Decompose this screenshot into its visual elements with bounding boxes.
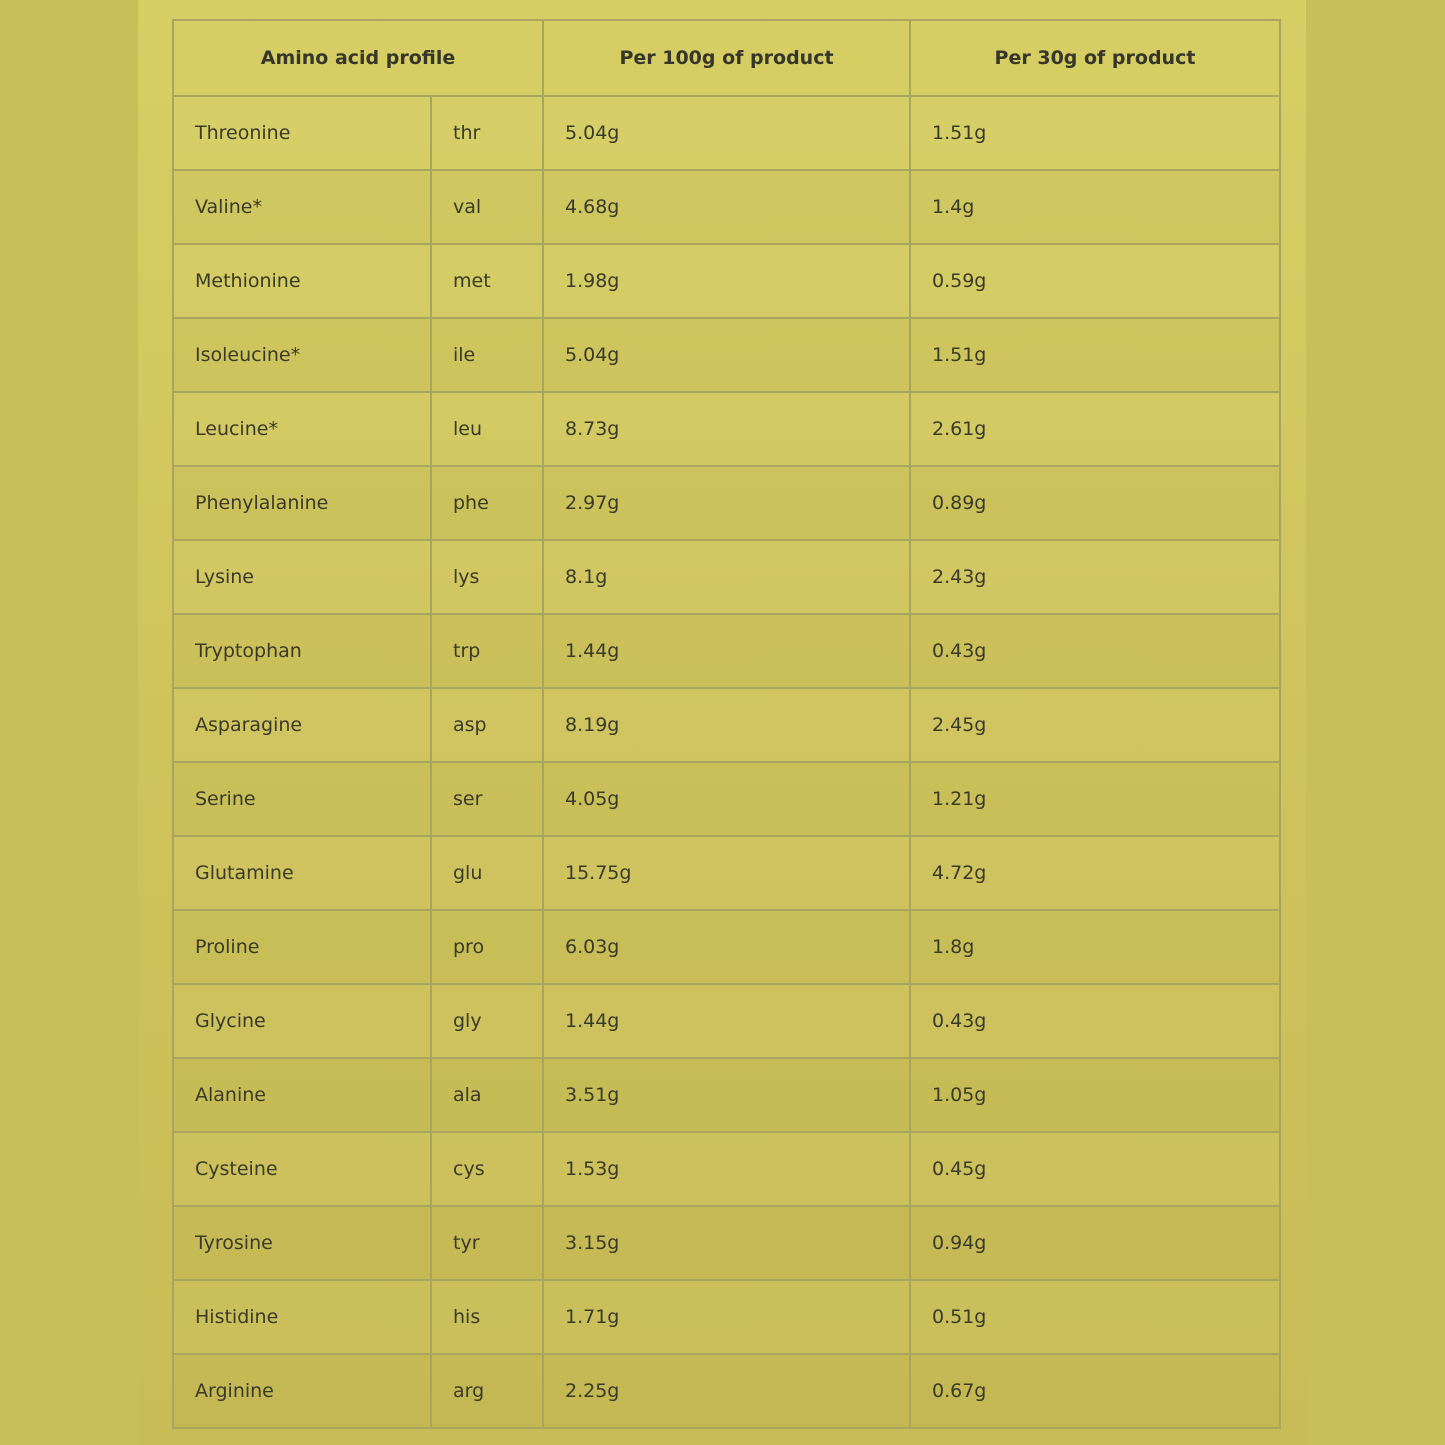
header-per-100g: Per 100g of product — [543, 20, 910, 96]
amino-acid-abbreviation: glu — [431, 836, 543, 910]
amount-per-30g: 1.21g — [910, 762, 1280, 836]
table-row — [173, 984, 1280, 1058]
amount-per-100g: 8.1g — [543, 540, 910, 614]
table-row — [173, 762, 1280, 836]
amino-acid-abbreviation: his — [431, 1280, 543, 1354]
table-row — [173, 688, 1280, 762]
table-row — [173, 1354, 1280, 1428]
table-row — [173, 614, 1280, 688]
amino-acid-name: Valine* — [173, 170, 431, 244]
amino-acid-abbreviation: lys — [431, 540, 543, 614]
amount-per-100g: 1.44g — [543, 984, 910, 1058]
amount-per-30g: 0.67g — [910, 1354, 1280, 1428]
amino-acid-abbreviation: asp — [431, 688, 543, 762]
table-body — [173, 96, 1280, 1428]
amino-acid-abbreviation: pro — [431, 910, 543, 984]
amino-acid-abbreviation: cys — [431, 1132, 543, 1206]
amino-acid-name: Asparagine — [173, 688, 431, 762]
amount-per-100g: 5.04g — [543, 318, 910, 392]
amino-acid-abbreviation: ala — [431, 1058, 543, 1132]
amino-acid-abbreviation: gly — [431, 984, 543, 1058]
amino-acid-abbreviation: ser — [431, 762, 543, 836]
amount-per-30g: 1.8g — [910, 910, 1280, 984]
amino-acid-name: Lysine — [173, 540, 431, 614]
amount-per-30g: 0.43g — [910, 984, 1280, 1058]
amino-acid-name: Glutamine — [173, 836, 431, 910]
header-per-30g: Per 30g of product — [910, 20, 1280, 96]
amount-per-30g: 1.51g — [910, 318, 1280, 392]
table-row — [173, 910, 1280, 984]
amount-per-100g: 8.73g — [543, 392, 910, 466]
table-row — [173, 1280, 1280, 1354]
table-header-row — [173, 20, 1280, 96]
amino-acid-name: Alanine — [173, 1058, 431, 1132]
amino-acid-name: Threonine — [173, 96, 431, 170]
amount-per-100g: 2.97g — [543, 466, 910, 540]
amino-acid-abbreviation: tyr — [431, 1206, 543, 1280]
table-row — [173, 1206, 1280, 1280]
amino-acid-abbreviation: leu — [431, 392, 543, 466]
amount-per-30g: 2.43g — [910, 540, 1280, 614]
amino-acid-abbreviation: ile — [431, 318, 543, 392]
amino-acid-name: Methionine — [173, 244, 431, 318]
amino-acid-name: Serine — [173, 762, 431, 836]
table-row — [173, 96, 1280, 170]
header-amino-acid-profile: Amino acid profile — [173, 20, 543, 96]
amino-acid-name: Proline — [173, 910, 431, 984]
table-row — [173, 392, 1280, 466]
amount-per-30g: 1.4g — [910, 170, 1280, 244]
amino-acid-name: Arginine — [173, 1354, 431, 1428]
amount-per-100g: 1.44g — [543, 614, 910, 688]
amino-acid-abbreviation: trp — [431, 614, 543, 688]
amount-per-30g: 0.45g — [910, 1132, 1280, 1206]
amino-acid-name: Isoleucine* — [173, 318, 431, 392]
amount-per-100g: 3.15g — [543, 1206, 910, 1280]
amino-acid-name: Tryptophan — [173, 614, 431, 688]
amino-acid-name: Tyrosine — [173, 1206, 431, 1280]
amount-per-30g: 0.43g — [910, 614, 1280, 688]
table-row — [173, 170, 1280, 244]
amino-acid-table — [172, 19, 1281, 1429]
table-row — [173, 244, 1280, 318]
amino-acid-name: Glycine — [173, 984, 431, 1058]
amount-per-100g: 1.53g — [543, 1132, 910, 1206]
amino-acid-abbreviation: thr — [431, 96, 543, 170]
amino-acid-name: Leucine* — [173, 392, 431, 466]
amino-acid-name: Phenylalanine — [173, 466, 431, 540]
amount-per-100g: 6.03g — [543, 910, 910, 984]
amount-per-100g: 3.51g — [543, 1058, 910, 1132]
amino-acid-abbreviation: met — [431, 244, 543, 318]
amount-per-30g: 2.45g — [910, 688, 1280, 762]
amount-per-30g: 0.94g — [910, 1206, 1280, 1280]
table-row — [173, 1132, 1280, 1206]
amount-per-30g: 0.59g — [910, 244, 1280, 318]
table-row — [173, 540, 1280, 614]
table-row — [173, 836, 1280, 910]
amount-per-100g: 2.25g — [543, 1354, 910, 1428]
amount-per-30g: 1.05g — [910, 1058, 1280, 1132]
amount-per-100g: 1.98g — [543, 244, 910, 318]
amount-per-30g: 1.51g — [910, 96, 1280, 170]
amino-acid-abbreviation: val — [431, 170, 543, 244]
table-row — [173, 1058, 1280, 1132]
amino-acid-name: Cysteine — [173, 1132, 431, 1206]
amount-per-100g: 4.05g — [543, 762, 910, 836]
table-row — [173, 466, 1280, 540]
amount-per-100g: 4.68g — [543, 170, 910, 244]
amount-per-100g: 1.71g — [543, 1280, 910, 1354]
amino-acid-abbreviation: arg — [431, 1354, 543, 1428]
amount-per-100g: 15.75g — [543, 836, 910, 910]
table-row — [173, 318, 1280, 392]
amount-per-30g: 2.61g — [910, 392, 1280, 466]
amount-per-100g: 8.19g — [543, 688, 910, 762]
amino-acid-name: Histidine — [173, 1280, 431, 1354]
amino-acid-abbreviation: phe — [431, 466, 543, 540]
amount-per-100g: 5.04g — [543, 96, 910, 170]
amount-per-30g: 0.89g — [910, 466, 1280, 540]
amount-per-30g: 4.72g — [910, 836, 1280, 910]
amount-per-30g: 0.51g — [910, 1280, 1280, 1354]
